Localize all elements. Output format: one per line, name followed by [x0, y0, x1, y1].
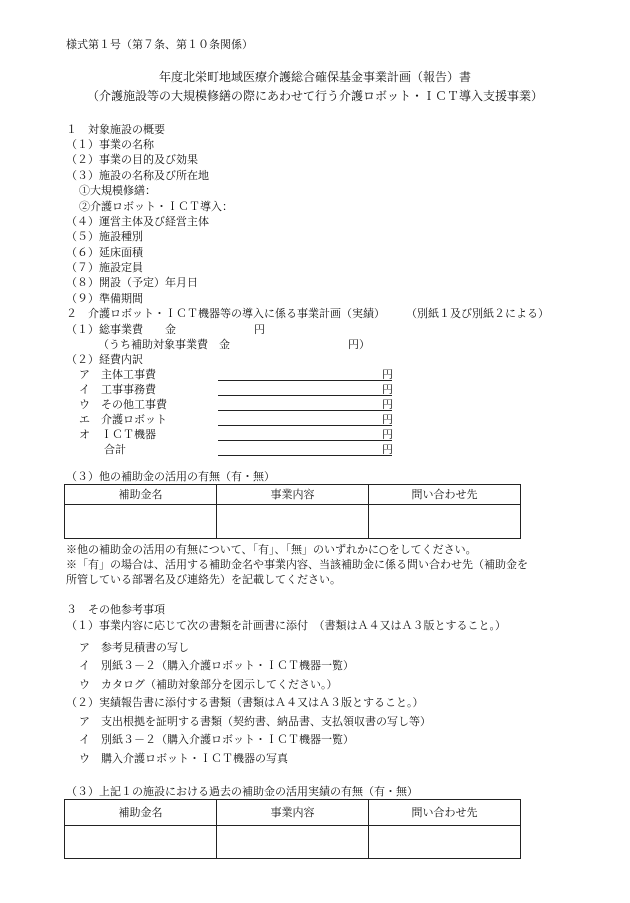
table-header: 事業内容 — [217, 485, 369, 505]
table-cell[interactable] — [217, 826, 369, 859]
subsidy-cost-unit: 円） — [348, 338, 370, 351]
section2-heading: ２ 介護ロボット・ＩＣＴ機器等の導入に係る事業計画（実績） — [66, 307, 385, 320]
document-subtitle: （介護施設等の大規模修繕の際にあわせて行う介護ロボット・ＩＣＴ導入支援事業） — [86, 89, 543, 103]
section1-item: （９）準備期間 — [66, 292, 143, 305]
expense-total-label: 合計 — [104, 443, 126, 456]
section1-item: （３）施設の名称及び所在地 — [66, 169, 209, 182]
section3-list-item: イ 別紙３－２（購入介護ロボット・ＩＣＴ機器一覧） — [79, 733, 354, 746]
table-header: 補助金名 — [65, 800, 217, 826]
total-cost-unit: 円 — [254, 323, 265, 336]
section3-item: （３）上記１の施設における過去の補助金の活用実績の有無（有・無） — [66, 785, 418, 798]
table-cell[interactable] — [65, 826, 217, 859]
section3-item: （１）事業内容に応じて次の書類を計画書に添付 （書類はＡ４又はＡ３版とすること。） — [66, 619, 506, 632]
note-line: ※他の補助金の活用の有無について、「有」、「無」のいずれかに○をしてください。 — [66, 543, 477, 556]
table-header: 問い合わせ先 — [369, 485, 521, 505]
table-cell[interactable] — [369, 826, 521, 859]
subsidy-cost-label: （うち補助対象事業費 金 — [98, 338, 230, 351]
section1-heading: １ 対象施設の概要 — [66, 123, 165, 136]
table-row — [65, 505, 521, 539]
expense-unit: 円 — [382, 413, 393, 426]
expense-label: ウ その他工事費 — [79, 398, 167, 411]
section3-list-item: ア 参考見積書の写し — [79, 641, 189, 654]
other-subsidy-heading: （３）他の補助金の活用の有無（有・無） — [66, 470, 275, 483]
section1-item: （７）施設定員 — [66, 261, 143, 274]
section1-item: （１）事業の名称 — [66, 138, 154, 151]
expense-unit: 円 — [382, 398, 393, 411]
expense-entry-line — [218, 410, 392, 411]
expense-entry-line — [218, 440, 392, 441]
expense-label: オ ＩＣＴ機器 — [79, 428, 156, 441]
form-number: 様式第１号（第７条、第１０条関係） — [66, 38, 253, 51]
section1-item: （５）施設種別 — [66, 230, 143, 243]
section1-item: （４）運営主体及び経営主体 — [66, 215, 209, 228]
expense-heading: （２）経費内訳 — [66, 353, 143, 366]
expense-entry-line — [218, 395, 392, 396]
table-cell[interactable] — [217, 505, 369, 539]
section3-list-item: ウ 購入介護ロボット・ＩＣＴ機器の写真 — [79, 752, 288, 765]
table-cell[interactable] — [369, 505, 521, 539]
note-line: 所管している部署名及び連絡先）を記載してください。 — [66, 573, 341, 586]
table-row — [65, 826, 521, 859]
section2-heading-note: （別紙１及び別紙２による） — [406, 307, 549, 320]
section3-list-item: ウ カタログ（補助対象部分を図示してください。） — [79, 678, 338, 691]
section1-item: （８）開設（予定）年月日 — [66, 276, 198, 289]
section3-heading: ３ その他参考事項 — [66, 603, 165, 616]
expense-label: エ 介護ロボット — [79, 413, 167, 426]
section3-item: （２）実績報告書に添付する書類（書類はＡ４又はＡ３版とすること。） — [66, 696, 424, 709]
expense-entry-line — [218, 425, 392, 426]
section1-item: （６）延床面積 — [66, 246, 143, 259]
table-header: 問い合わせ先 — [369, 800, 521, 826]
table-cell[interactable] — [65, 505, 217, 539]
table-header: 補助金名 — [65, 485, 217, 505]
expense-unit: 円 — [382, 368, 393, 381]
section1-subitem: ②介護ロボット・ＩＣＴ導入： — [79, 200, 233, 213]
expense-entry-line — [218, 455, 392, 456]
past-subsidy-table — [64, 799, 521, 859]
section3-list-item: イ 別紙３－２（購入介護ロボット・ＩＣＴ機器一覧） — [79, 659, 354, 672]
expense-label: ア 主体工事費 — [79, 368, 156, 381]
expense-label: イ 工事事務費 — [79, 383, 156, 396]
table-header-row — [65, 485, 521, 505]
expense-unit: 円 — [382, 383, 393, 396]
expense-unit: 円 — [382, 443, 393, 456]
expense-unit: 円 — [382, 428, 393, 441]
section1-subitem: ①大規模修繕： — [79, 184, 156, 197]
expense-entry-line — [218, 380, 392, 381]
table-header: 事業内容 — [217, 800, 369, 826]
document-title: 年度北栄町地域医療介護総合確保基金事業計画（報告）書 — [158, 70, 471, 84]
total-cost-label: （１）総事業費 金 — [66, 323, 176, 336]
section3-list-item: ア 支出根拠を証明する書類（契約書、納品書、支払領収書の写し等） — [79, 715, 431, 728]
section1-item: （２）事業の目的及び効果 — [66, 153, 198, 166]
note-line: ※「有」の場合は、活用する補助金名や事業内容、当該補助金に係る問い合わせ先（補助金を — [66, 558, 528, 571]
table-header-row — [65, 800, 521, 826]
other-subsidy-table — [64, 484, 521, 539]
